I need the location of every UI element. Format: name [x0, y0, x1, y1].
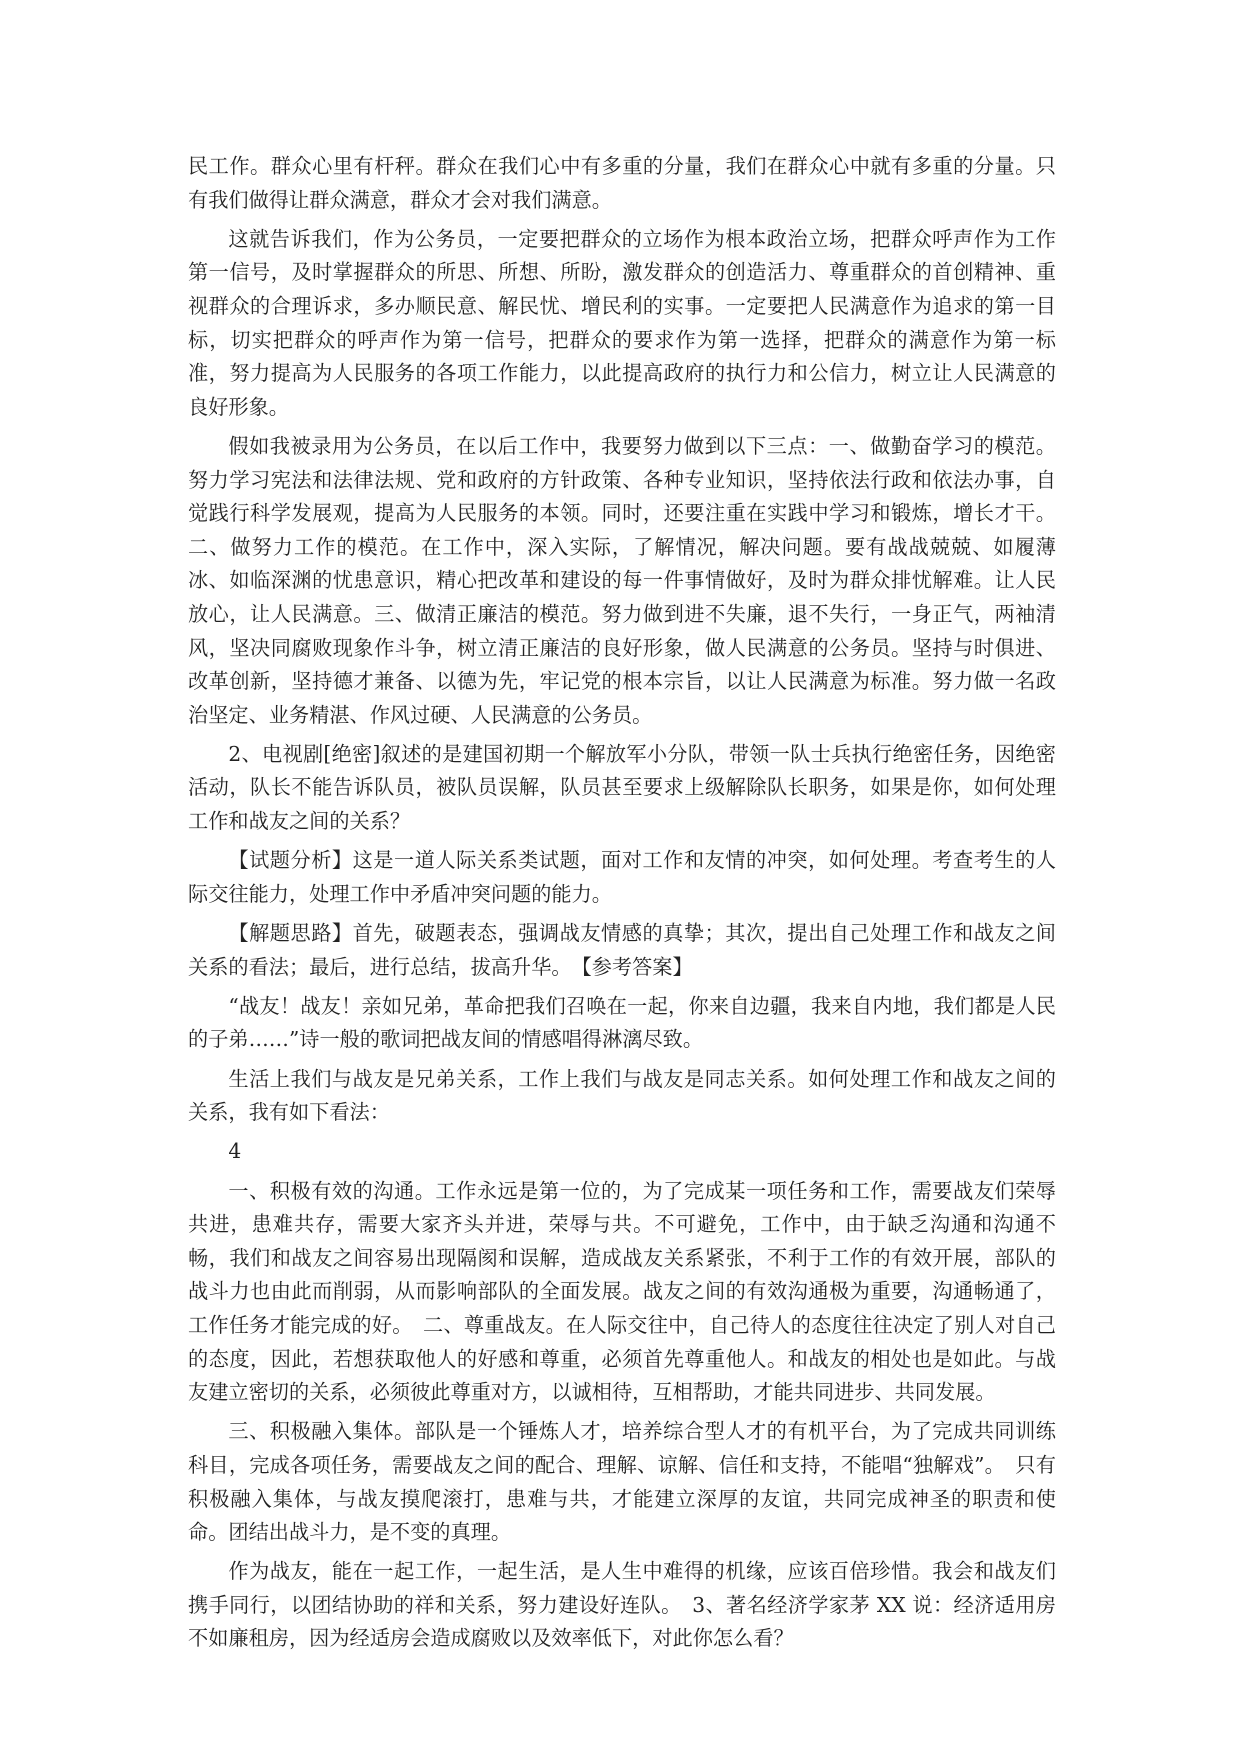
answer-point-collective: 三、积极融入集体。部队是一个锤炼人才，培养综合型人才的有机平台，为了完成共同训练科目，完成各项任务，需要战友之间的配合、理解、谅解、信任和支持，不能唱“独解戏”。 只有积极融入集体，与战友摸爬滚打，患难与共，才能建立深厚的友谊，共同完成神圣的职责和使命。团结出战斗力，是不变的真理。: [188, 1419, 1056, 1545]
paragraph-civil-servant-duty: 这就告诉我们，作为公务员，一定要把群众的立场作为根本政治立场，把群众呼声作为工作第一信号，及时掌握群众的所思、所想、所盼，激发群众的创造活力、尊重群众的首创精神、重视群众的合理诉求，多办顺民意、解民忧、增民利的实事。一定要把人民满意作为追求的第一目标，切实把群众的呼声作为第一信号，把群众的要求作为第一选择，把群众的满意作为第一标准，努力提高为人民服务的各项工作能力，以此提高政府的执行力和公信力，树立让人民满意的良好形象。: [188, 226, 1056, 419]
question-2: 2、电视剧[绝密]叙述的是建国初期一个解放军小分队，带领一队士兵执行绝密任务，因绝密活动，队长不能告诉队员，被队员误解，队员甚至要求上级解除队长职务，如果是你，如何处理工作和战友之间的关系？: [188, 741, 1056, 834]
answer-conclusion-question-3: 作为战友，能在一起工作，一起生活，是人生中难得的机缘，应该百倍珍惜。我会和战友们携手同行，以团结协助的祥和关系，努力建设好连队。 3、著名经济学家茅 XX 说：经济适用房不如廉租房，因为经适房会造成腐败以及效率低下，对此你怎么看？: [188, 1559, 1056, 1651]
document-page: [188, 150, 1056, 1662]
answer-intro: 生活上我们与战友是兄弟关系，工作上我们与战友是同志关系。如何处理工作和战友之间的关系，我有如下看法：: [188, 1066, 1056, 1125]
solution-approach: 【解题思路】首先，破题表态，强调战友情感的真挚；其次，提出自己处理工作和战友之间关系的看法；最后，进行总结，拔高升华。 【参考答案】: [188, 921, 1056, 979]
answer-quote: “战友！战友！亲如兄弟，革命把我们召唤在一起，你来自边疆，我来自内地，我们都是人民的子弟……”诗一般的歌词把战友间的情感唱得淋漓尽致。: [188, 993, 1056, 1052]
answer-point-communication: 一、积极有效的沟通。工作永远是第一位的，为了完成某一项任务和工作，需要战友们荣辱共进，患难共存，需要大家齐头并进，荣辱与共。不可避免，工作中，由于缺乏沟通和沟通不畅，我们和战友之间容易出现隔阂和误解，造成战友关系紧张，不利于工作的有效开展，部队的战斗力也由此而削弱，从而影响部队的全面发展。战友之间的有效沟通极为重要，沟通畅通了，工作任务才能完成的好。 二、尊重战友。在人际交往中，自己待人的态度往往决定了别人对自己的态度，因此，若想获取他人的好感和尊重，必须首先尊重他人。和战友的相处也是如此。与战友建立密切的关系，必须彼此尊重对方，以诚相待，互相帮助，才能共同进步、共同发展。: [188, 1178, 1056, 1405]
question-analysis: 【试题分析】这是一道人际关系类试题，面对工作和友情的冲突，如何处理。考查考生的人际交往能力，处理工作中矛盾冲突问题的能力。: [188, 848, 1056, 906]
paragraph-three-points: 假如我被录用为公务员，在以后工作中，我要努力做到以下三点：一、做勤奋学习的模范。努力学习宪法和法律法规、党和政府的方针政策、各种专业知识，坚持依法行政和依法办事，自觉践行科学发展观，提高为人民服务的本领。同时，还要注重在实践中学习和锻炼，增长才干。二、做努力工作的模范。在工作中，深入实际，了解情况，解决问题。要有战战兢兢、如履薄冰、如临深渊的忧患意识，精心把改革和建设的每一件事情做好，及时为群众排忧解难。让人民放心，让人民满意。三、做清正廉洁的模范。努力做到进不失廉，退不失行，一身正气，两袖清风，坚决同腐败现象作斗争，树立清正廉洁的良好形象，做人民满意的公务员。坚持与时俱进、改革创新，坚持德才兼备、以德为先，牢记党的根本宗旨，以让人民满意为标准。努力做一名政治坚定、业务精湛、作风过硬、人民满意的公务员。: [188, 433, 1056, 727]
page-number: 4: [228, 1139, 242, 1164]
paragraph-continuation: 民工作。群众心里有杆秤。群众在我们心中有多重的分量，我们在群众心中就有多重的分量。只有我们做得让群众满意，群众才会对我们满意。: [188, 154, 1056, 212]
